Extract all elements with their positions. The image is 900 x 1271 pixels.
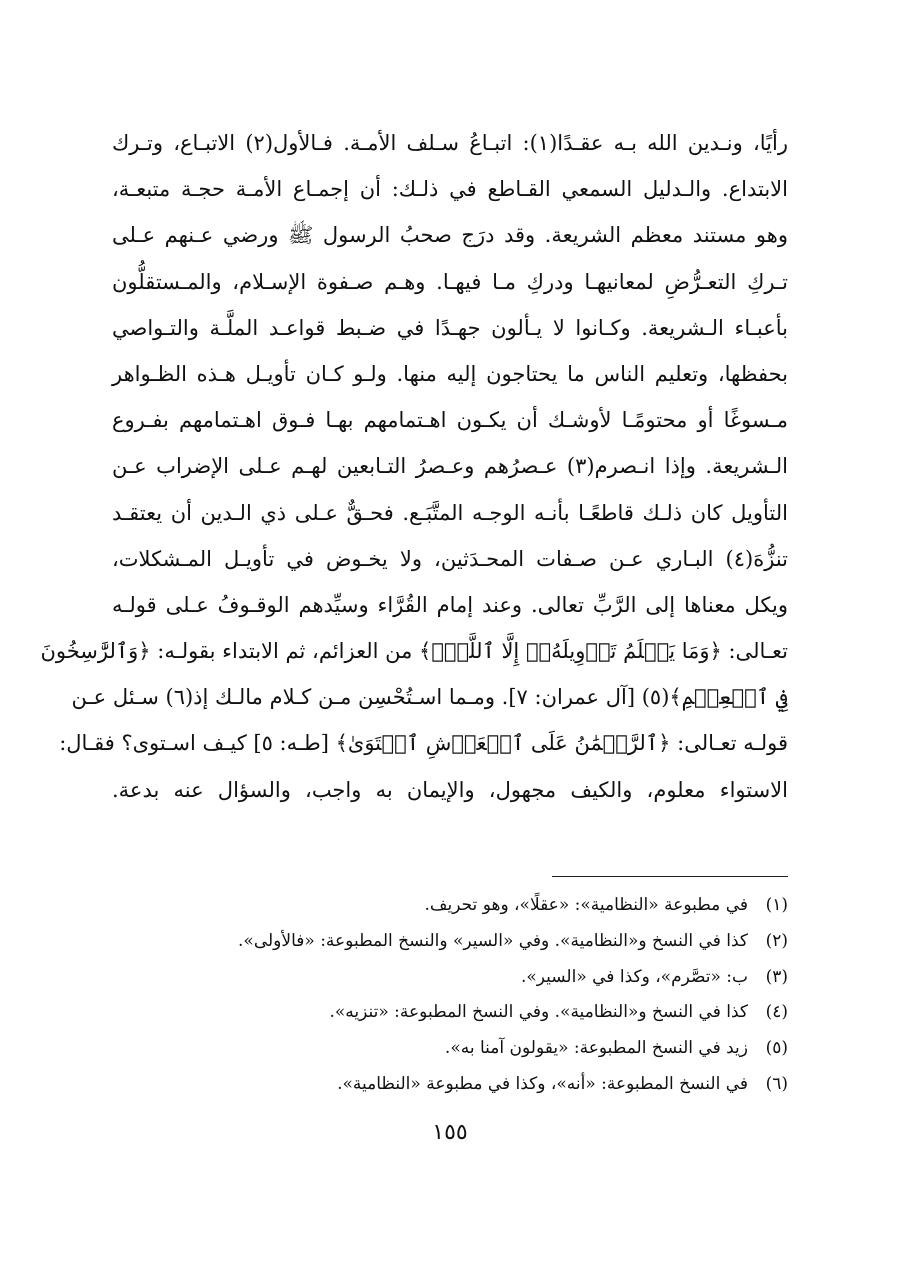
- footnote-number: (٦): [765, 1073, 788, 1094]
- body-line-13: فِي ٱلۡعِلۡمِ﴾(٥) [آل عمران: ٧]. ومـما اسـتُحْسِن مـن كـلام مالـك إذ(٦) سـئل عـن: [71, 685, 788, 710]
- footnote-separator: [552, 876, 788, 877]
- body-line-6: بحفظها، وتعليم الناس ما يحتاجون إليه منها. ولـو كـان تأويـل هـذه الظـواهر: [112, 361, 788, 386]
- body-line-2: الابتداع. والـدليل السمعي القـاطع في ذلـك: أن إجمـاع الأمـة حجـة متبعـة،: [112, 177, 788, 202]
- body-line-3: وهو مستند معظم الشريعة. وقد درَج صحبُ الرسول ﷺ ورضي عـنهم عـلى: [112, 223, 788, 248]
- footnote-number: (٤): [765, 1002, 788, 1023]
- footnote-item: [112, 924, 788, 960]
- footnote-item: [112, 1067, 788, 1103]
- footnote-text: في النسخ المطبوعة: «أنه»، وكذا في مطبوعة «النظامية».: [337, 1073, 748, 1094]
- body-line-12: تعـالى: ﴿وَمَا يَعۡلَمُ تَأۡوِيلَهُۥٓ إِلَّا ٱللَّهُۗ﴾ من العزائم، ثم الابتداء بقولـه: ﴿وَٱلرَّٰسِخُونَ: [40, 639, 788, 664]
- body-line-5: بأعبـاء الـشريعة. وكـانوا لا يـألون جهـدًا في ضـبط قواعـد الملَّـة والتـواصي: [112, 315, 788, 340]
- footnote-item: [112, 995, 788, 1031]
- page-number: ١٥٥: [432, 1120, 468, 1145]
- footnote-item: [112, 960, 788, 996]
- footnote-text: في مطبوعة «النظامية»: «عقلًا»، وهو تحريف.: [424, 895, 748, 915]
- body-line-4: تـركِ التعـرُّضِ لمعانيهـا ودركِ مـا فيهـا. وهـم صـفوة الإسـلام، والمـستقلُّون: [112, 269, 788, 294]
- footnote-item: [112, 1031, 788, 1067]
- body-line-11: ويكل معناها إلى الرَّبِّ تعالى. وعند إمام القُرَّاء وسيِّدهم الوقـوفُ عـلى قولـه: [112, 592, 788, 617]
- footnote-number: (٢): [765, 930, 788, 951]
- body-line-7: مـسوغًا أو محتومًـا لأوشـك أن يكـون اهـتمامهم بهـا فـوق اهـتمامهم بفـروع: [112, 408, 788, 433]
- footnote-number: (٣): [765, 966, 788, 987]
- body-line-10: تنزُّهَ(٤) البـاري عـن صـفات المحـدَثين، ولا يخـوض في تأويـل المـشكلات،: [112, 546, 788, 571]
- body-line-9: التأويل كان ذلـك قاطعًـا بأنـه الوجـه المتَّبَـع. فحـقٌّ عـلى ذي الـدين أن يعتقـد: [112, 500, 788, 525]
- body-text: [40, 120, 789, 813]
- footnote-text: ب: «تصَّرم»، وكذا في «السير».: [520, 966, 748, 987]
- footnotes-list: [112, 888, 788, 1103]
- footnote-text: كذا في النسخ و«النظامية». وفي النسخ المطبوعة: «تنزيه».: [329, 1002, 748, 1023]
- footnote-text: كذا في النسخ و«النظامية». وفي «السير» والنسخ المطبوعة: «فالأولى».: [238, 930, 748, 951]
- body-line-15: الاستواء معلوم، والكيف مجهول، والإيمان به واجب، والسؤال عنه بدعة.: [112, 777, 788, 802]
- footnote-number: (٥): [765, 1038, 788, 1059]
- footnote-number: (١): [765, 895, 788, 915]
- footnote-item: [112, 888, 788, 924]
- body-line-14: قولـه تعـالى: ﴿ٱلرَّحۡمَٰنُ عَلَى ٱلۡعَرۡشِ ٱسۡتَوَىٰ﴾ [طـه: ٥] كيـف اسـتوى؟ فقـال:: [59, 731, 788, 756]
- footnote-text: زيد في النسخ المطبوعة: «يقولون آمنا به».: [444, 1038, 748, 1059]
- body-line-1: رأيًا، ونـدين الله بـه عقـدًا(١): اتبـاعُ سـلف الأمـة. فـالأول(٢) الاتبـاع، وتـرك: [112, 131, 788, 155]
- body-line-8: الـشريعة. وإذا انـصرم(٣) عـصرُهم وعـصرُ التـابعين لهـم عـلى الإضراب عـن: [112, 454, 789, 479]
